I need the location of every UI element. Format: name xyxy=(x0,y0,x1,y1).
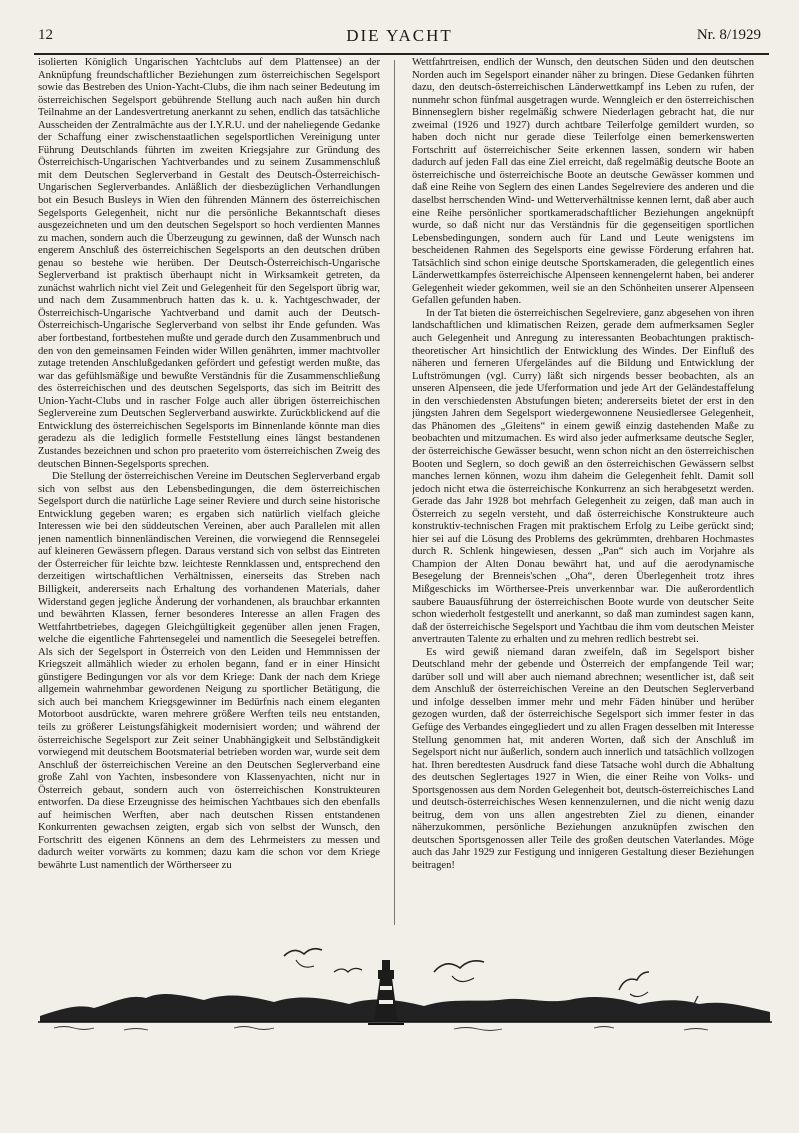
right-column xyxy=(412,57,754,930)
left-column xyxy=(38,57,380,930)
paragraph: Wettfahrtreisen, endlich der Wunsch, den deutschen Süden und den deutschen Norden auch im Segelsport einander näher zu bringen. Diese Gedanken führten dazu, den deutsch-österreichischen Länderwettkampf ins Leben zu rufen, der nunmehr schon fünfmal ausgetragen wurde. Wenngleich er den österreichischen Binnenseglern bisher regelmäßig schwere Niederlagen gebracht hat, die nur zweimal (1926 und 1927) durch achtbare Teilerfolge gemildert wurden, so haben doch nicht nur gerade diese Teilerfolge einen bemerkenswerten Fortschritt auf österreichischer Seite erkennen lassen, sondern wir haben dadurch auf jeden Fall das eine Ziel erreicht, daß regelmäßig deutsche Boote an österreichische und österreichische Boote an deutsche Gewässer kommen und daß eine Reihe von Seglern des einen Landes Segelreviere des anderen und die daselbst herrschenden Wind- und Wetterverhältnisse kennen lernt, daß aber auch eine Reihe persönlicher sportkameradschaftlicher Beziehungen angeknüpft wurde, so daß nicht nur das Verständnis für die gegenseitigen sportlichen Lebensbedingungen, sondern auch für Land und Leute wenigstens im bescheidenen Rahmen des Segelsports eine gewisse Förderung erfahren hat. Tatsächlich sind schon einige deutsche Sportskameraden, die gelegentlich eines Länderwettkampfes österreichische Alpenseen kennengelernt haben, bei anderer Gelegenheit wieder gekommen, weil sie an den Schönheiten unserer Alpenseen Gefallen gefunden haben. xyxy=(412,57,754,307)
paragraph: isolierten Königlich Ungarischen Yachtclubs auf dem Plattensee) an der Anknüpfung freundschaftlicher Beziehungen zum österreichischen Segelsport sowie das Bestreben des Union-Yacht-Clubs, die ihm nach seiner Bedeutung im österreichischen Segelsport gebührende Stellung auch nach außen hin durch Teilnahme an der Landesvertretung anerkannt zu sehen, endlich das tatsächliche Ausscheiden der Zentralmächte aus der I.Y.R.U. und der naheliegende Gedanke der Schaffung einer zwischenstaatlichen segelsportlichen Vereinigung unter Führung Deutschlands führten im zweiten Kriegsjahre zur Gründung des Österreichisch-Ungarischen Yachtverbandes und zu seinem Zusammenschluß mit dem Deutschen Seglerverband in Gestalt des Deutsch-Österreichisch-Ungarischen Seglerverbandes. Anläßlich der diesbezüglichen Verhandlungen bot ein Besuch Busleys in Wien den führenden Männern des österreichischen Segelsports Gelegenheit, nicht nur die persönliche Bekanntschaft dieses ausgezeichneten und um den deutschen Segelsport so hoch verdienten Mannes zu machen, sondern auch die Überzeugung zu gewinnen, daß der Wunsch nach engerem Anschluß des österreichischen Segelsports an den deutschen drüben genau so bestehe wie herüben. Der Deutsch-Österreichisch-Ungarische Seglerverband ist praktisch überhaupt nicht in Wirksamkeit getreten, da zunächst wahrlich nicht viel Zeit und Gelegenheit für den Segelsport übrig war, und nach dem Zusammenbruch hatten das k. u. k. Yachtgeschwader, der Österreichisch-Ungarische Yachtverband und damit auch der Deutsch-Österreichisch-Ungarische Seglerverband von selbst ihr Ende gefunden. Was aber fortbestand, fortbestehen mußte und gerade durch den Zusammenbruch und den von den gemeinsamen Feinden wider Willen genährten, immer machtvoller zutage tretenden Anschlußgedanken gefördert und gefestigt werden mußte, das war das gefühlsmäßige und bewußte Verständnis für die Zusammenschließung des österreichischen und des deutschen Segelsports, das sich im Beitritt des Union-Yacht-Clubs und in rascher Folge auch aller übrigen österreichischen Seglervereine zum Deutschen Seglerverband auswirkte. Zurückblickend auf die Entwicklung des österreichischen Segelsports im Binnenlande könnte man dies geradezu als die lediglich formelle Feststellung eines längst bestandenen Zustandes bezeichnen und schon pro praeterito vom österreichischen Zweig des deutschen Binnen-Segelsports sprechen. xyxy=(38,57,380,470)
running-header xyxy=(38,27,761,49)
issue-number: Nr. 8/1929 xyxy=(696,27,761,43)
page-number: 12 xyxy=(38,27,53,43)
journal-title: DIE YACHT xyxy=(346,26,453,45)
seascape-vignette xyxy=(34,938,774,1043)
header-rule xyxy=(34,53,769,55)
column-divider xyxy=(394,60,395,925)
paragraph: Es wird gewiß niemand daran zweifeln, daß im Segelsport bisher Deutschland mehr der gebende und Österreich der empfangende Teil war; darüber soll und will aber auch niemand abrechnen; wesentlicher ist, daß seit dem Anschluß der österreichischen Vereine an den Deutschen Seglerverband und infolge desselben immer mehr und mehr Fäden hinüber und herüber gezogen wurden, daß der österreichische Segelsport sich immer fester in das Gefüge des Verbandes eingegliedert und zu allen Fragen desselben mit Interesse Stellung genommen hat, mit anderen Worten, daß sich der Anschluß im Segelsport nicht nur äußerlich, sondern auch innerlich und tatsächlich vollzogen hat. Ihren beredtesten Ausdruck fand diese Tatsache wohl durch die Abhaltung des deutschen Seglertages 1927 in Wien, die einer Reihe von Volks- und Sportsgenossen aus dem Norden Gelegenheit bot, deutsch-österreichisches Land und deutsch-österreichisches Wesen kennenzulernen, und die nicht wenig dazu beitrug, dem von uns allen angestrebten Ziel zu dienen, einander näherzukommen, persönliche Beziehungen anzuknüpfen zwischen den deutschen Sportsgenossen aller Teile des großen deutschen Vaterlandes. Möge auch das Jahr 1929 zur Festigung und innigeren Gestaltung dieser Beziehungen beitragen! xyxy=(412,646,754,871)
paragraph: In der Tat bieten die österreichischen Segelreviere, ganz abgesehen von ihren landschaftlichen und klimatischen Reizen, gerade dem aufmerksamen Segler auch Gelegenheit und Anregung zu interessanten Beobachtungen praktisch-theoretischer Art hinsichtlich der Entwicklung des Windes. Der Einfluß des näheren und ferneren Ufergeländes auf die Bildung und Entwicklung der Luftströmungen (vgl. Curry) läßt sich nirgends besser beobachten, als an unseren Alpenseen, die jede Uferformation und jede Art der Geländestaffelung in den verschiedensten Abstufungen bieten; andererseits bietet der erst in den jüngsten Jahren dem Segelsport wiedergewonnene Neusiedlersee Gelegenheit, das Phänomen des „Gleitens“ in einem gewiß einzig dastehenden Maße zu beobachten und mitzumachen. Es wird also jeder aufmerksame deutsche Segler, der österreichische Gewässer besucht, wenn schon nicht an den österreichischen Booten und Seglern, so doch gewiß an den österreichischen Gewässern selbst manches lernen können, wozu ihm daheim die Gelegenheit fehlt. Damit soll jedoch nicht etwa die österreichische Konkurrenz an sich herabgesetzt werden. Gerade das Jahr 1928 bot mehrfach Gelegenheit zu zeigen, daß man auch in Österreich zu segeln versteht, und daß österreichische Konstrukteure auch konstruktiv-technischen Fragen mit praktischem Erfolg zu Leibe gerückt sind; hier sei auf die Lösung des Problems des gekrümmten, drehbaren Hochmastes durch R. Schlenk hingewiesen, dessen „Pan“ sich auch im Vorjahre als Champion der Alten Donau bewährt hat, und auf die aerodynamische Besegelung der Brenneis'schen „Oha“, deren Überlegenheit trotz ihres Mißgeschicks im Wörthersee-Preis unverkennbar war. Die außerordentlich saubere Bauausführung der österreichischen Boote wurde von deutscher Seite schon wiederholt festgestellt und anerkannt, so daß man zumindest sagen kann, daß der österreichische Segelsport und Yachtbau die ihm vom deutschen Meister anvertrauten Talente zu erhalten und zu mehren redlich bestrebt sei. xyxy=(412,307,754,646)
paragraph: Die Stellung der österreichischen Vereine im Deutschen Seglerverband ergab sich von selbst aus den Lebensbedingungen, die dem österreichischen Segelsport durch die natürliche Lage seiner Reviere und durch seine historische Entwicklung gegeben waren; es ergaben sich natürlich vielfach gleiche Interessen wie bei den süddeutschen Vereinen, aber auch Parallelen mit allen jenen namentlich binnenländischen Vereinen, die vorwiegend die Rennsegelei auf kleineren Gewässern pflegen. Daraus verstand sich von selbst das Eintreten der Österreicher für leichte bzw. leichteste Rennklassen und, entsprechend den derzeitigen wirtschaftlichen Verhältnissen, einerseits das Streben nach Billigkeit, andererseits nach Erhaltung des vorhandenen Materials, daher Widerstand gegen jegliche Änderung der vorhandenen, als brauchbar erkannten und bewährten Klassen, ferner besonderes Interesse an allen Fragen des Wettfahrtbetriebes, dagegen Gleichgültigkeit gegenüber allen jenen Fragen, welche die eigentliche Fahrtensegelei und namentlich die Seesegelei betreffen. Als sich der Segelsport in Österreich von den Leiden und Hemmnissen der Kriegszeit allmählich wieder zu erholen begann, fand er in einer Hinsicht günstigere Bedingungen vor als vor dem Kriege: Dank der nach dem Kriege allgemein wahrnehmbar gewordenen Neigung zu sportlicher Betätigung, die sich auch bei manchem Kriegsgewinner im Bedürfnis nach einem eleganten Motorboot ausdrückte, waren mehrere größere Werften teils neu entstanden, teils zu größerer Leistungsfähigkeit modernisiert worden; und während der österreichische Segelsport zur Zeit seiner Unabhängigkeit und Selbständigkeit vorwiegend mit deutschem Bootsmaterial betrieben worden war, wurde seit dem Anschluß der österreichischen Vereine an den Deutschen Seglerverband eine große Zahl von Yachten, insbesondere von Klassenyachten, nicht nur in Österreich gebaut, sondern auch von österreichischen Konstrukteuren entworfen. Da diese Erzeugnisse des heimischen Yachtbaues sich den ebenfalls auf heimischen Werften, aber nach deutschen Rissen entstandenen Konkurrenten gewachsen zeigten, ergab sich von selbst der Wunsch, den Fortschritt des eigenen Könnens an dem des Lehrmeisters zu messen und dadurch weiter vorwärts zu kommen; dazu kam die schon vor dem Kriege bewährte Lust namentlich der Wörtherseer zu xyxy=(38,471,380,871)
